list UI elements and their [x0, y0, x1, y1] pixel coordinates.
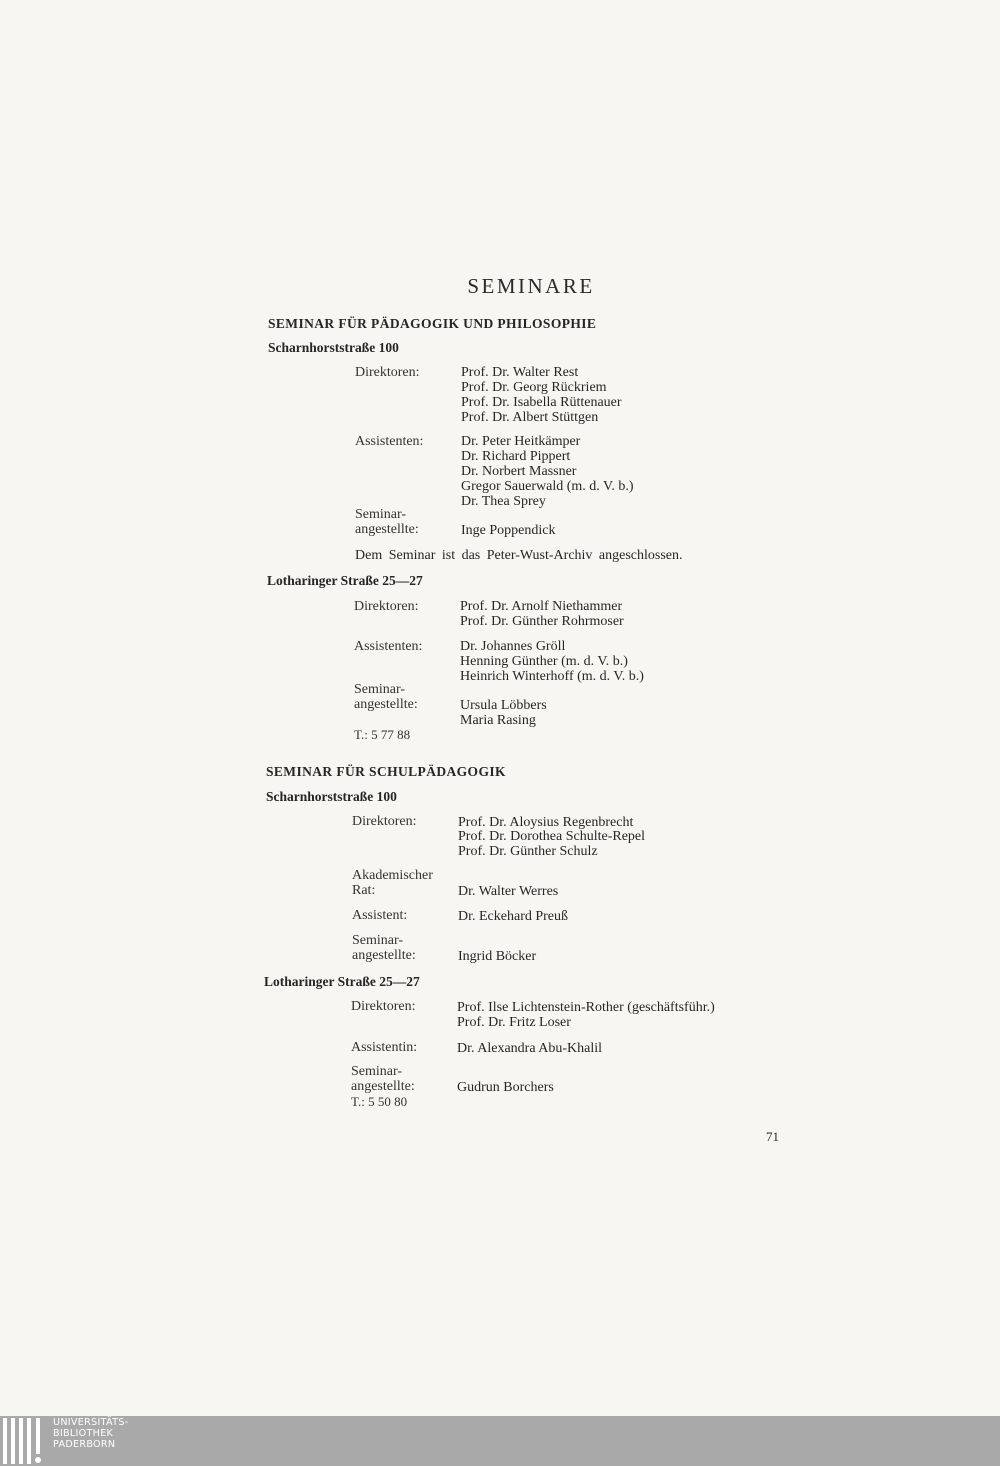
staff-name: Ingrid Böcker: [458, 949, 537, 964]
staff-name: Prof. Dr. Fritz Loser: [457, 1015, 571, 1030]
role-label: angestellte:: [352, 948, 416, 963]
role-label: Direktoren:: [354, 599, 419, 614]
staff-name: Heinrich Winterhoff (m. d. V. b.): [460, 669, 644, 684]
staff-name: Gudrun Borchers: [457, 1080, 554, 1095]
page-title: SEMINARE: [467, 274, 595, 298]
seminar-heading: SEMINAR FÜR SCHULPÄDAGOGIK: [266, 764, 506, 779]
library-name-line: PADERBORN: [53, 1438, 116, 1450]
phone-number: T.: 5 50 80: [351, 1094, 408, 1109]
role-label: angestellte:: [351, 1079, 415, 1094]
staff-name: Dr. Alexandra Abu-Khalil: [457, 1041, 603, 1056]
role-label: Akademischer: [352, 868, 433, 883]
staff-name: Ursula Löbbers: [460, 698, 547, 713]
role-label: Seminar-: [355, 507, 407, 522]
staff-name: Prof. Dr. Aloysius Regenbrecht: [458, 815, 634, 830]
staff-name: Prof. Dr. Günther Rohrmoser: [460, 614, 624, 629]
address: Lotharinger Straße 25—27: [267, 573, 423, 588]
staff-name: Dr. Peter Heitkämper: [461, 434, 581, 449]
phone-number: T.: 5 77 88: [354, 727, 411, 742]
role-label: Rat:: [352, 883, 376, 898]
role-label: Direktoren:: [355, 365, 420, 380]
role-label: Direktoren:: [352, 814, 417, 829]
staff-name: Prof. Dr. Albert Stüttgen: [461, 410, 599, 425]
address: Scharnhorststraße 100: [268, 340, 399, 355]
library-footer: [0, 1416, 1000, 1466]
role-label: Direktoren:: [351, 999, 416, 1014]
seminar-heading: SEMINAR FÜR PÄDAGOGIK UND PHILOSOPHIE: [268, 316, 597, 331]
staff-name: Dr. Johannes Gröll: [460, 639, 566, 654]
staff-name: Gregor Sauerwald (m. d. V. b.): [461, 479, 634, 494]
library-logo-icon: [0, 1416, 48, 1466]
page-number: 71: [766, 1129, 779, 1144]
role-label: Seminar-: [351, 1064, 403, 1079]
staff-name: Inge Poppendick: [461, 523, 556, 538]
library-name-line: BIBLIOTHEK: [53, 1427, 114, 1439]
staff-name: Prof. Dr. Dorothea Schulte-Repel: [458, 829, 646, 844]
staff-name: Henning Günther (m. d. V. b.): [460, 654, 628, 669]
staff-name: Prof. Dr. Günther Schulz: [458, 844, 598, 859]
role-label: angestellte:: [355, 522, 419, 537]
role-label: Assistent:: [352, 908, 408, 923]
address: Lotharinger Straße 25—27: [264, 974, 420, 989]
address: Scharnhorststraße 100: [266, 789, 397, 804]
staff-name: Prof. Dr. Arnolf Niethammer: [460, 599, 623, 614]
role-label: Assistentin:: [351, 1040, 418, 1055]
staff-name: Dr. Walter Werres: [458, 884, 559, 899]
staff-name: Maria Rasing: [460, 713, 536, 728]
staff-name: Prof. Ilse Lichtenstein-Rother (geschäftsführ.): [457, 1000, 715, 1015]
role-label: Seminar-: [354, 682, 406, 697]
seminar-note: Dem Seminar ist das Peter-Wust-Archiv angeschlossen.: [355, 548, 683, 563]
role-label: Assistenten:: [355, 434, 424, 449]
staff-name: Dr. Richard Pippert: [461, 449, 571, 464]
staff-name: Dr. Norbert Massner: [461, 464, 577, 479]
staff-name: Prof. Dr. Walter Rest: [461, 365, 579, 380]
staff-name: Dr. Thea Sprey: [461, 494, 546, 509]
library-name: [53, 1418, 128, 1450]
library-name-line: UNIVERSITÄTS-: [53, 1417, 129, 1428]
staff-name: Dr. Eckehard Preuß: [458, 909, 569, 924]
staff-name: Prof. Dr. Georg Rückriem: [461, 380, 607, 395]
staff-name: Prof. Dr. Isabella Rüttenauer: [461, 395, 622, 410]
role-label: angestellte:: [354, 697, 418, 712]
role-label: Assistenten:: [354, 639, 423, 654]
role-label: Seminar-: [352, 933, 404, 948]
